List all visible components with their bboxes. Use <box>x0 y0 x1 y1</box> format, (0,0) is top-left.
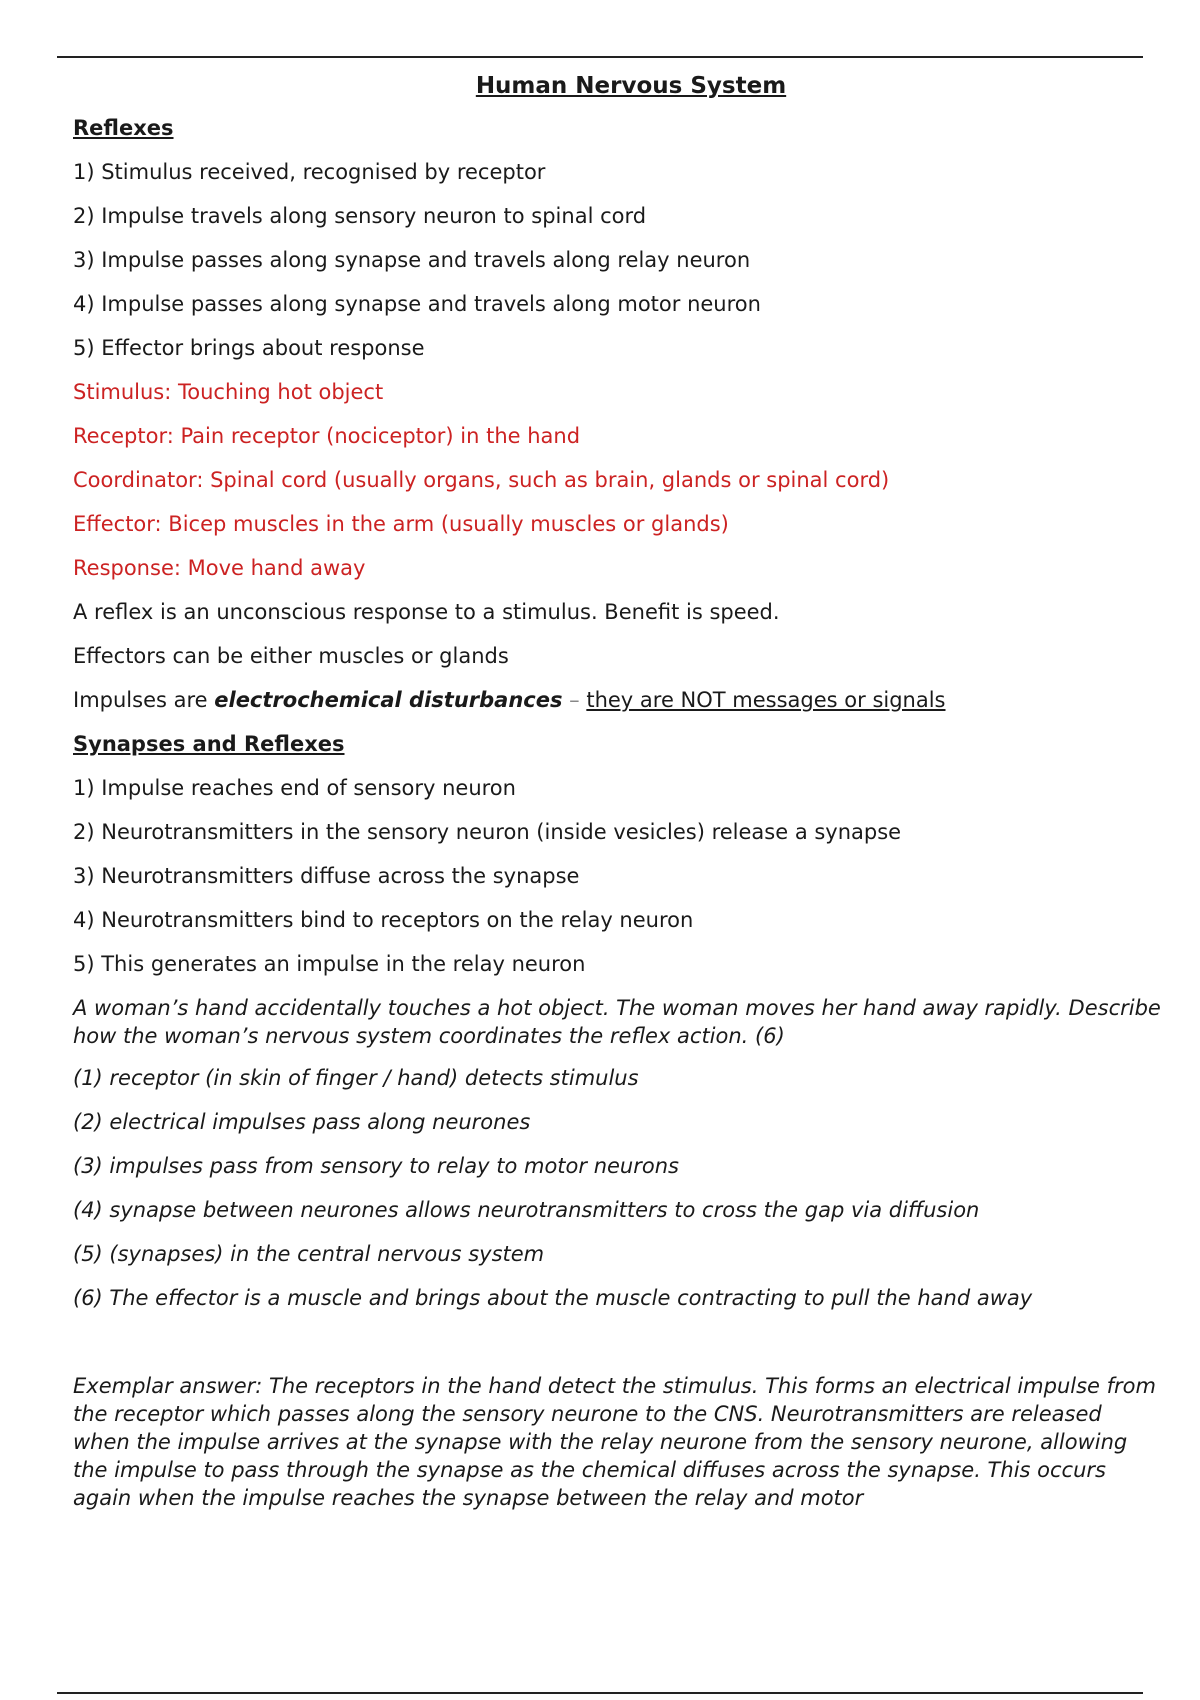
example-response: Response: Move hand away <box>73 556 366 580</box>
page-title: Human Nervous System <box>475 73 787 99</box>
example-stimulus: Stimulus: Touching hot object <box>73 380 384 404</box>
impulses-underlined: they are NOT messages or signals <box>586 688 946 712</box>
reflex-step: 4) Impulse passes along synapse and travels along motor neuron <box>73 292 761 316</box>
mark-point: (2) electrical impulses pass along neurones <box>73 1110 531 1134</box>
spacer <box>73 1328 1163 1372</box>
impulses-prefix: Impulses are <box>73 688 215 712</box>
synapse-step: 4) Neurotransmitters bind to receptors on the relay neuron <box>73 908 694 932</box>
impulses-bold-term: electrochemical disturbances <box>214 688 563 712</box>
mark-point: (6) The effector is a muscle and brings about the muscle contracting to pull the hand away <box>73 1286 1033 1310</box>
top-rule <box>57 56 1143 58</box>
synapses-heading: Synapses and Reflexes <box>73 732 345 756</box>
mark-point: (1) receptor (in skin of finger / hand) detects stimulus <box>73 1066 639 1090</box>
exam-question: A woman’s hand accidentally touches a hot object. The woman moves her hand away rapidly. Describe how the woman’s nervous system coordinates the reflex action. (6) <box>73 996 1161 1048</box>
reflex-step: 1) Stimulus received, recognised by receptor <box>73 160 546 184</box>
example-receptor: Receptor: Pain receptor (nociceptor) in the hand <box>73 424 581 448</box>
example-effector: Effector: Bicep muscles in the arm (usually muscles or glands) <box>73 512 729 536</box>
document-page <box>73 70 1163 1526</box>
reflexes-heading: Reflexes <box>73 116 174 140</box>
reflex-step: 3) Impulse passes along synapse and travels along relay neuron <box>73 248 751 272</box>
synapse-step: 3) Neurotransmitters diffuse across the synapse <box>73 864 580 888</box>
reflex-step: 2) Impulse travels along sensory neuron to spinal cord <box>73 204 647 228</box>
exemplar-answer: Exemplar answer: The receptors in the hand detect the stimulus. This forms an electrical impulse from the receptor which passes along the sensory neurone to the CNS. Neurotransmitters are released when the impulse arrives at the synapse with the relay neurone from the sensory neurone, allowing the impulse to pass through the synapse as the chemical diffuses across the synapse. This occurs again when the impulse reaches the synapse between the relay and motor <box>73 1374 1156 1510</box>
reflex-note: Effectors can be either muscles or glands <box>73 644 509 668</box>
synapse-step: 2) Neurotransmitters in the sensory neuron (inside vesicles) release a synapse <box>73 820 902 844</box>
impulses-dash: – <box>562 688 587 712</box>
mark-point: (4) synapse between neurones allows neurotransmitters to cross the gap via diffusion <box>73 1198 980 1222</box>
mark-point: (5) (synapses) in the central nervous system <box>73 1242 545 1266</box>
synapse-step: 5) This generates an impulse in the relay neuron <box>73 952 586 976</box>
reflex-step: 5) Effector brings about response <box>73 336 425 360</box>
bottom-rule <box>57 1692 1143 1694</box>
synapse-step: 1) Impulse reaches end of sensory neuron <box>73 776 516 800</box>
example-coordinator: Coordinator: Spinal cord (usually organs, such as brain, glands or spinal cord) <box>73 468 890 492</box>
impulses-definition <box>73 686 1163 714</box>
reflex-note: A reflex is an unconscious response to a stimulus. Benefit is speed. <box>73 600 780 624</box>
mark-point: (3) impulses pass from sensory to relay to motor neurons <box>73 1154 679 1178</box>
